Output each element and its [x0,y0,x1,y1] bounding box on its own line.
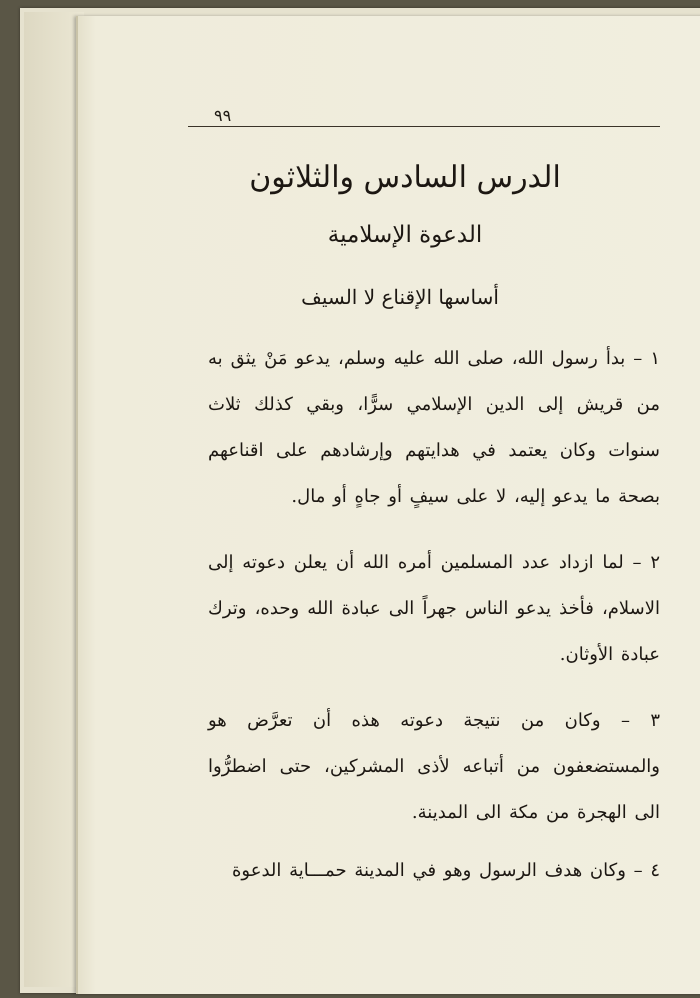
lesson-title: الدرس السادس والثلاثون [249,160,561,195]
paragraph-2: ٢ – لما ازداد عدد المسلمين أمره الله أن يعلن دعوته إلى الاسلام، فأخذ يدعو الناس جهراً الى عبادة الله وحده، وترك عبادة الأوثان. [208,552,660,665]
paragraph-3: ٣ – وكان من نتيجة دعوته هذه أن تعرَّض هو والمستضعفون من أتباعه لأذى المشركين، حتى اضطرُّوا الى الهجرة من مكة الى المدينة. [208,710,660,823]
page-edge [24,12,84,987]
paragraph-4: ٤ – وكان هدف الرسول وهو في المدينة حمـــاية الدعوة [231,860,660,881]
paragraph-1: ١ – بدأ رسول الله، صلى الله عليه وسلم، يدعو مَنْ يثق به من قريش إلى الدين الإسلامي سرًّا، وبقي كذلك ثلاث سنوات وكان يعتمد في هدايتهم وإرشادهم على اقناعهم بصحة ما يدعو إليه، لا على سيفٍ أو جاهٍ أو مال. [208,348,660,507]
page-number: ٩٩ [214,106,232,125]
header-rule [188,126,660,127]
lesson-subtitle: الدعوة الإسلامية [327,222,483,248]
lesson-motto: أساسها الإقناع لا السيف [301,285,499,309]
